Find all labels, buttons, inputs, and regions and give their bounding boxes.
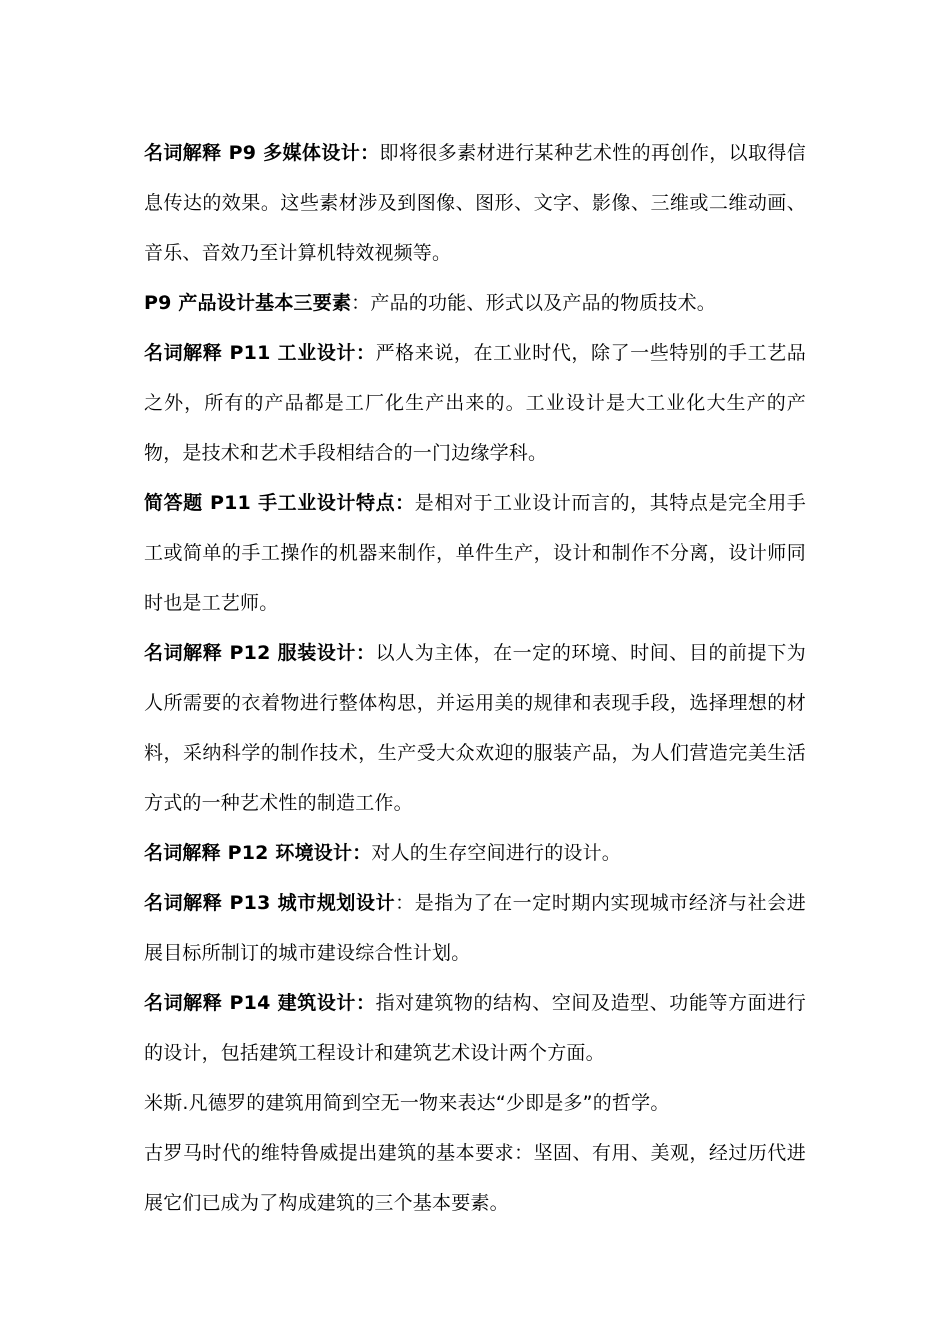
note-text: 米斯.凡德罗的建筑用简到空无一物来表达“少即是多”的哲学。 <box>144 1092 670 1114</box>
note-mies-van-der-rohe <box>144 1078 806 1128</box>
definition-multimedia-design <box>144 128 806 278</box>
document-body <box>144 128 806 1228</box>
term-label: 名词解释 P12 服装设计： <box>144 642 376 664</box>
definition-product-design-elements <box>144 278 806 328</box>
definition-text: 指对建筑物的结构、空间及造型、功能等方面进行的设计，包括建筑工程设计和建筑艺术设计两个方面。 <box>144 992 806 1064</box>
definition-handicraft-design <box>144 478 806 628</box>
term-label: 简答题 P11 手工业设计特点： <box>144 492 415 514</box>
term-label: 名词解释 P13 城市规划设计 <box>144 892 396 914</box>
definition-fashion-design <box>144 628 806 828</box>
note-vitruvius <box>144 1128 806 1228</box>
definition-text: 是相对于工业设计而言的，其特点是完全用手工或简单的手工操作的机器来制作，单件生产，设计和制作不分离，设计师同时也是工艺师。 <box>144 492 806 614</box>
definition-architecture-design <box>144 978 806 1078</box>
definition-text: 对人的生存空间进行的设计。 <box>371 842 622 864</box>
term-label: P9 产品设计基本三要素 <box>144 292 352 314</box>
definition-text: 严格来说，在工业时代，除了一些特别的手工艺品之外，所有的产品都是工厂化生产出来的。工业设计是大工业化大生产的产物，是技术和艺术手段相结合的一门边缘学科。 <box>144 342 806 464</box>
term-label: 名词解释 P14 建筑设计： <box>144 992 376 1014</box>
definition-environment-design <box>144 828 806 878</box>
definition-urban-planning <box>144 878 806 978</box>
definition-text: ：是指为了在一定时期内实现城市经济与社会进展目标所制订的城市建设综合性计划。 <box>144 892 806 964</box>
term-label: 名词解释 P9 多媒体设计： <box>144 142 380 164</box>
definition-text: 即将很多素材进行某种艺术性的再创作，以取得信息传达的效果。这些素材涉及到图像、图形、文字、影像、三维或二维动画、音乐、音效乃至计算机特效视频等。 <box>144 142 806 264</box>
definition-industrial-design <box>144 328 806 478</box>
term-label: 名词解释 P11 工业设计： <box>144 342 376 364</box>
note-text: 古罗马时代的维特鲁威提出建筑的基本要求：坚固、有用、美观，经过历代进展它们已成为了构成建筑的三个基本要素。 <box>144 1142 806 1214</box>
definition-text: 以人为主体，在一定的环境、时间、目的前提下为人所需要的衣着物进行整体构思，并运用美的规律和表现手段，选择理想的材料，采纳科学的制作技术，生产受大众欢迎的服装产品，为人们营造完美生活方式的一种艺术性的制造工作。 <box>144 642 806 814</box>
term-label: 名词解释 P12 环境设计： <box>144 842 372 864</box>
definition-text: ：产品的功能、形式以及产品的物质技术。 <box>351 292 716 314</box>
